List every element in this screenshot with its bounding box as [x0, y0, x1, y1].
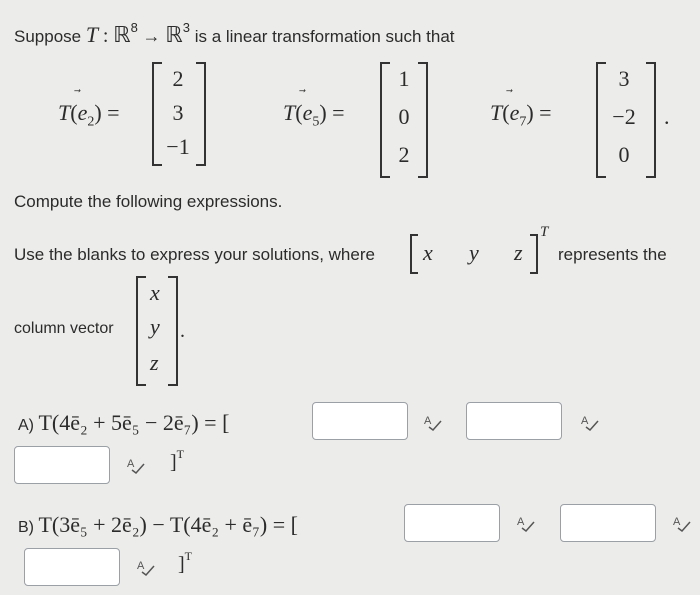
row-z: z: [514, 240, 523, 265]
part-a-answer-y[interactable]: [466, 402, 562, 440]
row-bracket-right: [530, 234, 538, 274]
column-vector-label: column vector: [14, 320, 114, 337]
instruction-prefix: Use the blanks to express your solutions, where: [14, 245, 375, 264]
col-bracket-right: [168, 276, 178, 386]
part-a-answer-x[interactable]: [312, 402, 408, 440]
part-b-answer-y[interactable]: [560, 504, 656, 542]
svg-text:A: A: [673, 516, 681, 528]
row-transpose: T: [540, 224, 549, 240]
row-bracket-left: [410, 234, 418, 274]
row-y: y: [469, 240, 479, 265]
col-y: y: [150, 314, 160, 339]
matrix-entry: 3: [172, 100, 184, 125]
svg-text:A: A: [137, 560, 145, 572]
matrix-entry: 0: [618, 142, 630, 167]
part-a-expression: T(4ē₂ + 5ē₅ − 2ē₇) = [: [38, 410, 230, 435]
matrix-entry: −2: [612, 104, 636, 129]
svg-text:A: A: [127, 458, 135, 470]
given-lhs-e5: T(e $_5$) =: [283, 100, 345, 130]
matrix-entry: −1: [166, 134, 190, 159]
intro-prefix: Suppose: [14, 27, 82, 46]
intro-arrow: →: [142, 26, 161, 46]
svg-text:A: A: [424, 415, 432, 427]
intro-dim-in: 8: [130, 20, 138, 36]
instruction-suffix: represents the: [558, 245, 667, 264]
part-a-answer-z[interactable]: [14, 446, 110, 484]
part-b-expression: T(3ē₅ + 2ē₂) − T(4ē₂ + ē₇) = [: [38, 512, 298, 537]
intro-T: T: [85, 22, 99, 47]
matrix-entry: 0: [398, 104, 410, 129]
svg-text:A: A: [517, 516, 525, 528]
given-lhs-e2: T(e $_2$) =: [58, 100, 120, 130]
part-b-answer-x[interactable]: [404, 504, 500, 542]
col-trail: .: [180, 320, 185, 342]
svg-text:A: A: [581, 415, 589, 427]
part-a-spellcheck-icon[interactable]: [423, 413, 443, 431]
intro-dim-out: 3: [182, 20, 190, 36]
intro-line: [14, 22, 455, 48]
given-lhs-e7: T(e $_7$) =: [490, 100, 552, 130]
part-b-prompt: [18, 512, 298, 538]
part-a-spellcheck-icon[interactable]: [580, 413, 600, 431]
given-trail: .: [664, 104, 670, 129]
matrix-entry: 3: [618, 66, 630, 91]
row-x: x: [423, 240, 433, 265]
part-b-label: B): [18, 519, 34, 536]
part-b-spellcheck-icon[interactable]: [672, 514, 692, 532]
matrix-entry: 1: [398, 66, 410, 91]
part-a-prompt: [18, 410, 229, 436]
col-bracket-left: [136, 276, 146, 386]
part-a-close: ]$^T$: [170, 447, 185, 474]
part-a-spellcheck-icon[interactable]: [126, 456, 146, 474]
part-b-spellcheck-icon[interactable]: [136, 558, 156, 576]
matrix-entry: 2: [398, 142, 410, 167]
matrix-entry: 2: [172, 66, 184, 91]
part-b-answer-z[interactable]: [24, 548, 120, 586]
intro-R-in: ℝ: [113, 22, 131, 47]
instruction-compute: Compute the following expressions.: [14, 192, 283, 211]
part-b-close: ]$^T$: [178, 549, 193, 576]
intro-suffix: is a linear transformation such that: [194, 27, 455, 46]
intro-colon: :: [102, 25, 109, 47]
part-b-spellcheck-icon[interactable]: [516, 514, 536, 532]
col-x: x: [150, 280, 160, 305]
col-z: z: [150, 350, 159, 375]
bracket-right: [646, 62, 656, 178]
intro-R-out: ℝ: [165, 22, 183, 47]
part-a-label: A): [18, 417, 34, 434]
